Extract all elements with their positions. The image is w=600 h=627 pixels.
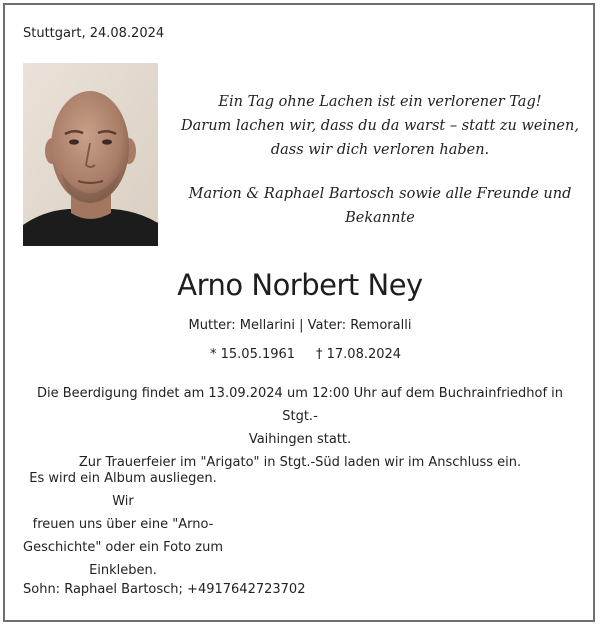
quote-block: [170, 90, 590, 230]
album-line: Geschichte" oder ein Foto zum: [23, 540, 223, 555]
album-line: Es wird ein Album ausliegen. Wir: [29, 471, 217, 509]
quote-line: Ein Tag ohne Lachen ist ein verlorener Tag!: [218, 94, 542, 110]
contact-line: Sohn: Raphael Bartosch; +4917642723702: [23, 582, 306, 597]
signature-line: Bekannte: [345, 210, 415, 226]
parents-line: Mutter: Mellarini | Vater: Remoralli: [188, 318, 412, 333]
album-line: Einkleben.: [89, 563, 157, 578]
funeral-notice: [30, 382, 570, 474]
quote-line: Darum lachen wir, dass du da warst – statt zu weinen,: [181, 118, 579, 134]
quote-line: dass wir dich verloren haben.: [270, 142, 490, 158]
place-date: Stuttgart, 24.08.2024: [23, 26, 165, 41]
funeral-line: Die Beerdigung findet am 13.09.2024 um 12:00 Uhr auf dem Buchrainfriedhof in Stgt.-: [36, 386, 564, 424]
birth-date: * 15.05.1961: [210, 347, 296, 362]
deceased-name: Arno Norbert Ney: [177, 268, 423, 302]
portrait-image: [23, 63, 158, 246]
death-date: † 17.08.2024: [316, 347, 402, 362]
album-line: freuen uns über eine "Arno-: [32, 517, 214, 532]
funeral-line: Vaihingen statt.: [248, 432, 352, 447]
signature-line: Marion & Raphael Bartosch sowie alle Freunde und: [188, 186, 572, 202]
funeral-line: Zur Trauerfeier im "Arigato" in Stgt.-Süd laden wir im Anschluss ein.: [78, 455, 522, 470]
portrait-photo: [23, 63, 158, 246]
album-notice: [23, 467, 223, 582]
